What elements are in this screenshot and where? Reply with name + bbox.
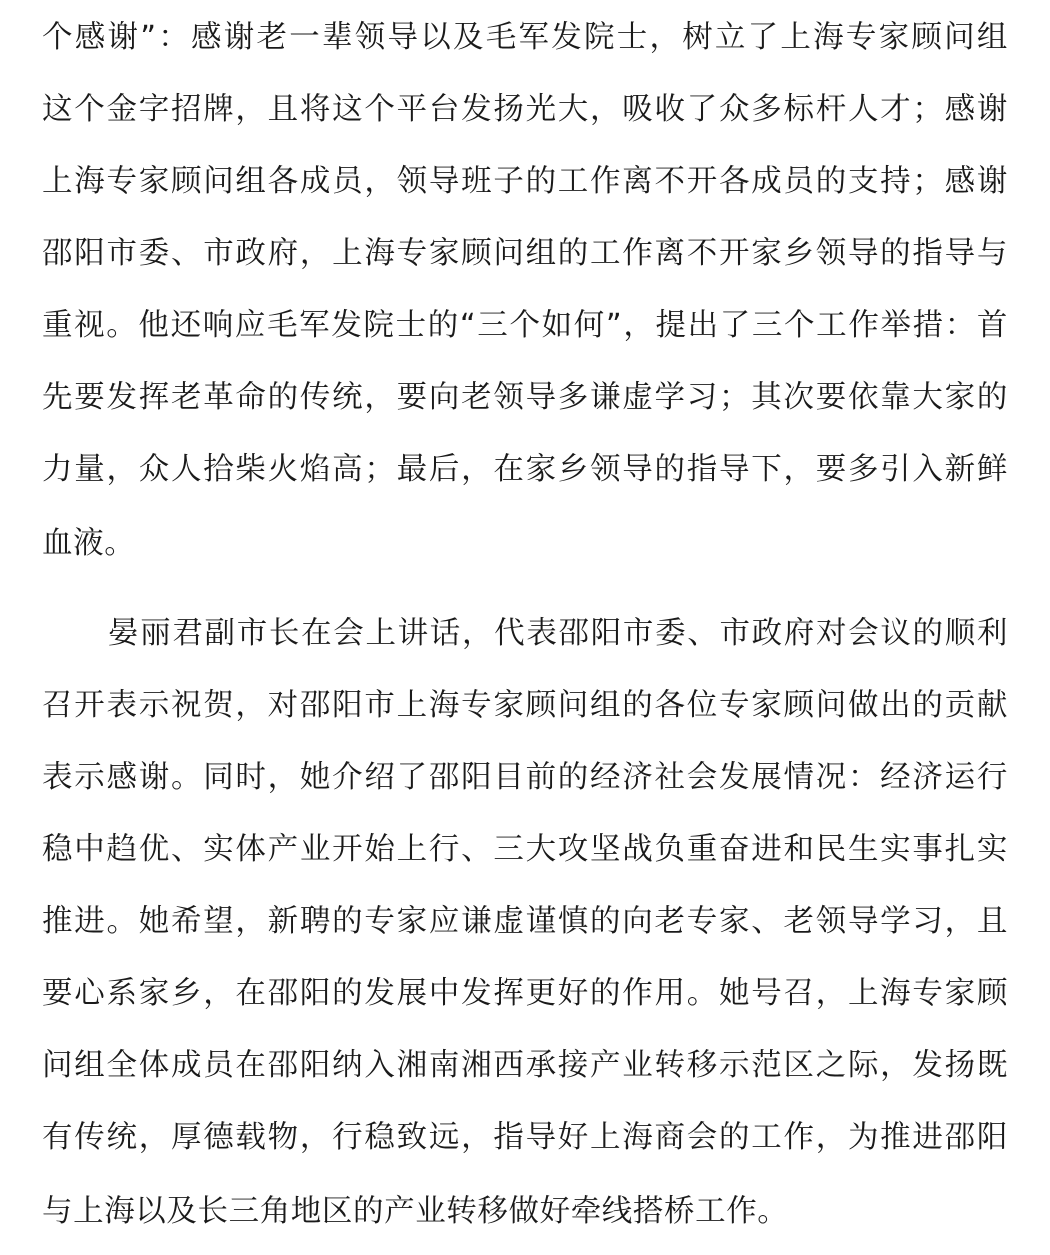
paragraph-2-line-7: 问组全体成员在邵阳纳入湘南湘西承接产业转移示范区之际，发扬既 <box>42 1048 1008 1083</box>
paragraph-2-line-2: 召开表示祝贺，对邵阳市上海专家顾问组的各位专家顾问做出的贡献 <box>42 688 1008 723</box>
paragraph-2-line-4: 稳中趋优、实体产业开始上行、三大攻坚战负重奋进和民生实事扎实 <box>42 832 1008 867</box>
paragraph-1-line-4: 邵阳市委、市政府，上海专家顾问组的工作离不开家乡领导的指导与 <box>42 236 1008 271</box>
paragraph-1-line-3: 上海专家顾问组各成员，领导班子的工作离不开各成员的支持；感谢 <box>42 164 1008 199</box>
paragraph-1-line-5: 重视。他还响应毛军发院士的“三个如何”，提出了三个工作举措：首 <box>42 308 1008 343</box>
paragraph-2-line-3: 表示感谢。同时，她介绍了邵阳目前的经济社会发展情况：经济运行 <box>42 760 1008 795</box>
paragraph-2-line-5: 推进。她希望，新聘的专家应谦虚谨慎的向老专家、老领导学习，且 <box>42 904 1008 939</box>
paragraph-1-line-8: 血液。 <box>42 526 136 561</box>
paragraph-2-line-6: 要心系家乡，在邵阳的发展中发挥更好的作用。她号召，上海专家顾 <box>42 976 1008 1011</box>
paragraph-1-line-2: 这个金字招牌，且将这个平台发扬光大，吸收了众多标杆人才；感谢 <box>42 92 1008 127</box>
paragraph-2-line-8: 有传统，厚德载物，行稳致远，指导好上海商会的工作，为推进邵阳 <box>42 1120 1008 1155</box>
paragraph-1-line-7: 力量，众人拾柴火焰高；最后，在家乡领导的指导下，要多引入新鲜 <box>42 452 1008 487</box>
paragraph-2-line-9: 与上海以及长三角地区的产业转移做好牵线搭桥工作。 <box>42 1194 789 1229</box>
paragraph-2-line-1: 晏丽君副市长在会上讲话，代表邵阳市委、市政府对会议的顺利 <box>108 616 1008 651</box>
paragraph-1-line-1: 个感谢”：感谢老一辈领导以及毛军发院士，树立了上海专家顾问组 <box>42 20 1008 55</box>
paragraph-1-line-6: 先要发挥老革命的传统，要向老领导多谦虚学习；其次要依靠大家的 <box>42 380 1008 415</box>
